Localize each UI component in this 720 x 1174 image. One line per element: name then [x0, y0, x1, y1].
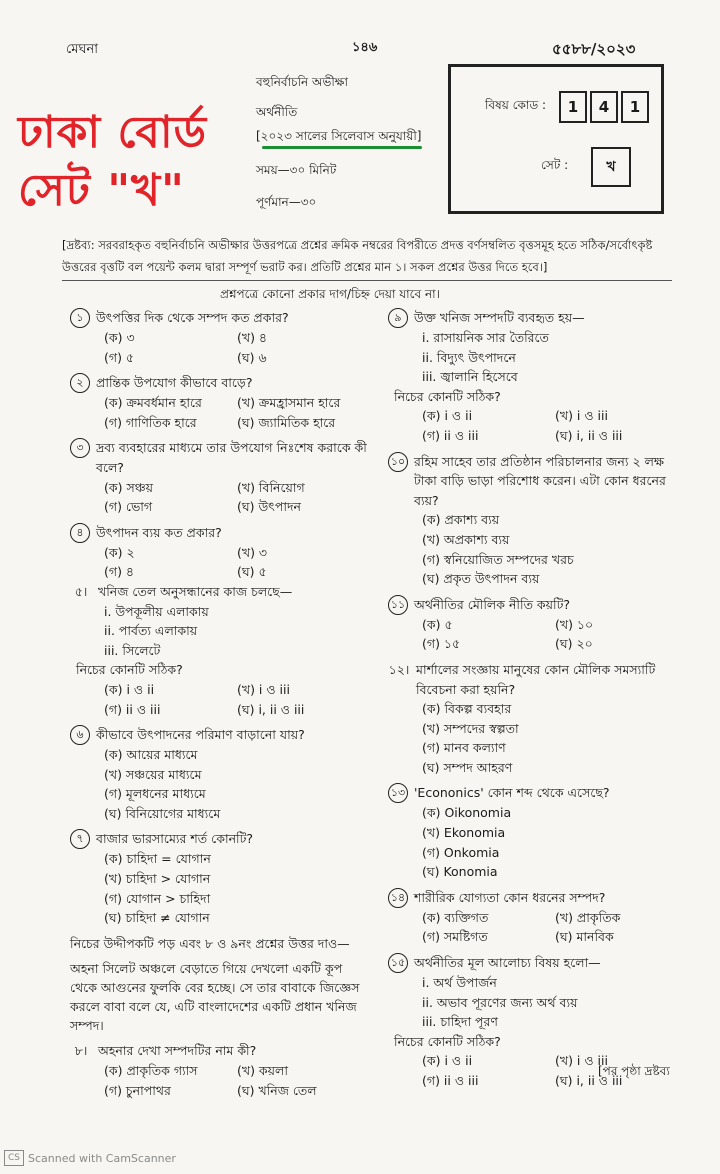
option: (ঘ) i, ii ও iii	[555, 427, 623, 443]
question-lead: নিচের কোনটি সঠিক?	[76, 662, 183, 678]
option: (খ) i ও iii	[555, 1053, 608, 1069]
question-8	[70, 1041, 370, 1061]
question-number: ১০	[388, 452, 408, 472]
question-number: ৯	[388, 308, 408, 328]
options	[70, 1061, 370, 1100]
option: (গ) ১৫	[422, 636, 461, 652]
option: (ঘ) চাহিদা ≠ যোগান	[104, 910, 210, 926]
exam-marks: পূর্ণমান—৩০	[256, 195, 317, 209]
question-14	[388, 888, 688, 908]
option: (ক) চাহিদা = যোগান	[104, 851, 211, 867]
subject-code-box	[448, 64, 664, 214]
option: (গ) সমষ্টিগত	[422, 929, 488, 945]
question-11	[388, 595, 688, 615]
code-digit: 1	[621, 91, 649, 123]
question-9	[388, 308, 688, 328]
options	[388, 406, 688, 445]
option: (ঘ) প্রকৃত উৎপাদন ব্যয়	[422, 571, 540, 587]
code-digit: 4	[590, 91, 618, 123]
option: (ঘ) সম্পদ আহরণ	[422, 759, 513, 775]
option: (গ) মানব কল্যাণ	[422, 740, 506, 756]
exam-notice-2: প্রশ্নপত্রে কোনো প্রকার দাগ/চিহ্ন দেয়া যাবে না।	[220, 287, 440, 301]
code-digit: 1	[559, 91, 587, 123]
question-number: ৩	[70, 438, 90, 458]
scanner-text: Scanned with CamScanner	[28, 1151, 176, 1165]
question-number: ১	[70, 308, 90, 328]
question-text: অহনার দেখা সম্পদটির নাম কী?	[98, 1043, 257, 1059]
question-4	[70, 523, 370, 543]
option: (গ) স্বনিয়োজিত সম্পদের খরচ	[422, 551, 574, 567]
question-10	[388, 452, 688, 511]
exam-syllabus: [২০২৩ সালের সিলেবাস অনুযায়ী]	[256, 129, 422, 143]
option: (খ) ক্রমহ্রাসমান হারে	[237, 395, 341, 411]
option: (ক) ৫	[422, 616, 453, 632]
statement: iii. সিলেটে	[104, 642, 161, 658]
option: (খ) সঞ্চয়ের মাধ্যমে	[104, 766, 202, 782]
option: (খ) বিনিয়োগ	[237, 479, 305, 495]
option: (ক) প্রকাশ্য ব্যয়	[422, 512, 500, 528]
option: (ক) আয়ের মাধ্যমে	[104, 747, 198, 763]
option: (খ) i ও iii	[237, 681, 290, 697]
option: (গ) মূলধনের মাধ্যমে	[104, 786, 206, 802]
options	[70, 328, 370, 367]
option: (গ) ভোগ	[104, 499, 153, 515]
option: (খ) ৪	[237, 330, 268, 345]
question-text: প্রান্তিক উপযোগ কীভাবে বাড়ে?	[96, 375, 253, 391]
question-lead: নিচের কোনটি সঠিক?	[394, 1033, 501, 1049]
question-number: ২	[70, 373, 90, 393]
question-15	[388, 953, 688, 973]
exam-subject: অর্থনীতি	[256, 105, 298, 119]
exam-notice: [দ্রষ্টব্য: সরবরাহকৃত বহুনির্বাচনি অভীক্ষার উত্তরপত্রে প্রশ্নের ক্রমিক নম্বরের বিপরীতে প্রদত্ত বর্ণসম্বলিত বৃত্তসমূহ হতে সঠিক/সর্বোৎকৃষ্ট উত্তরের বৃত্তটি বল পয়েন্ট কলম দ্বারা সম্পূর্ণ ভরাট কর। প্রতিটি প্রশ্নের মান ১। সকল প্রশ্নের উত্তর দিতে হবে।]	[62, 238, 653, 274]
option: (খ) ৩	[237, 544, 268, 560]
question-text: বাজার ভারসাম্যের শর্ত কোনটি?	[96, 831, 254, 847]
question-text: শারীরিক যোগ্যতা কোন ধরনের সম্পদ?	[414, 889, 606, 905]
option: (খ) চাহিদা > যোগান	[104, 871, 211, 887]
syllabus-underline	[262, 146, 422, 149]
option: (গ) চুনাপাথর	[104, 1082, 171, 1098]
option: (ক) ক্রমবর্ধমান হারে	[104, 395, 202, 411]
question-text: রহিম সাহেব তার প্রতিষ্ঠান পরিচালনার জন্য ২ লক্ষ টাকা বাড়ি ভাড়া পরিশোধ করেন। এটা কোন ধরনের ব্যয়?	[414, 453, 666, 508]
header-code: ৫৫৮৮/২০২৩	[552, 40, 636, 58]
option: (খ) অপ্রকাশ্য ব্যয়	[422, 531, 510, 547]
statement: iii. জ্বালানি হিসেবে	[422, 369, 518, 385]
option: (ঘ) বিনিয়োগের মাধ্যমে	[104, 805, 221, 821]
header-left: মেঘনা	[66, 42, 99, 57]
question-number: ১১	[388, 595, 408, 615]
question-1	[70, 308, 370, 328]
question-number: ৪	[70, 523, 90, 543]
divider	[62, 280, 672, 281]
statement: ii. পার্বত্য এলাকায়	[104, 623, 198, 639]
question-text: অর্থনীতির মৌলিক নীতি কয়টি?	[414, 596, 571, 612]
question-5	[70, 582, 370, 602]
statement: ii. বিদ্যুৎ উৎপাদনে	[422, 349, 516, 365]
option: (ক) বিকল্প ব্যবহার	[422, 701, 512, 717]
options	[70, 680, 370, 719]
option: (ঘ) মানবিক	[555, 929, 614, 945]
question-text: উৎপত্তির দিক থেকে সম্পদ কত প্রকার?	[96, 310, 289, 325]
question-number: ৫।	[74, 583, 88, 599]
question-number: ৭	[70, 829, 90, 849]
options	[388, 699, 688, 777]
options	[70, 745, 370, 823]
option: (ক) i ও ii	[104, 681, 155, 697]
option: (খ) ১০	[555, 616, 594, 632]
question-13	[388, 783, 688, 803]
question-number: ৮।	[74, 1043, 88, 1059]
option: (ঘ) i, ii ও iii	[237, 701, 305, 717]
option: (ঘ) ২০	[555, 636, 593, 652]
header-page-number: ১৪৬	[352, 40, 378, 55]
question-7	[70, 829, 370, 849]
right-column	[388, 308, 688, 1091]
option: (খ) প্রাকৃতিক	[555, 909, 621, 925]
exam-time: সময়—৩০ মিনিট	[256, 163, 337, 177]
option: (গ) ii ও iii	[422, 427, 479, 443]
options	[70, 393, 370, 432]
option: (ঘ) উৎপাদন	[237, 499, 302, 515]
statement: i. অর্থ উপার্জন	[422, 975, 497, 991]
question-number: ১২।	[388, 661, 410, 677]
question-text: কীভাবে উৎপাদনের পরিমাণ বাড়ানো যায়?	[96, 727, 305, 743]
board-stamp-line1: ঢাকা বোর্ড	[18, 107, 207, 158]
board-stamp-line2: সেট "খ"	[18, 165, 185, 216]
option: (গ) ii ও iii	[422, 1073, 479, 1088]
question-lead: নিচের কোনটি সঠিক?	[394, 388, 501, 404]
option: (গ) ii ও iii	[104, 701, 161, 717]
question-text: দ্রব্য ব্যবহারের মাধ্যমে তার উপযোগ নিঃশেষ করাকে কী বলে?	[96, 440, 367, 475]
option: (গ) Onkomia	[422, 844, 500, 860]
option: (খ) সম্পদের স্বল্পতা	[422, 720, 519, 736]
question-text: অর্থনীতির মূল আলোচ্য বিষয় হলো—	[414, 955, 601, 971]
options	[388, 615, 688, 654]
question-number: ১৩	[388, 783, 408, 803]
option: (ক) Oikonomia	[422, 805, 512, 821]
stimulus-lead: নিচের উদ্দীপকটি পড় এবং ৮ ও ৯নং প্রশ্নের উত্তর দাও—	[70, 935, 350, 951]
option: (গ) গাণিতিক হারে	[104, 414, 197, 430]
question-6	[70, 725, 370, 745]
option: (ক) ২	[104, 544, 135, 560]
question-2	[70, 373, 370, 393]
next-page-note: [পর পৃষ্ঠা দ্রষ্টব্য	[598, 1064, 670, 1078]
option: (গ) ৪	[104, 564, 135, 580]
statement: iii. চাহিদা পূরণ	[422, 1014, 498, 1030]
option: (ঘ) i, ii ও iii	[555, 1073, 623, 1088]
set-value: খ	[591, 147, 631, 187]
stimulus-passage: অহনা সিলেট অঞ্চলে বেড়াতে গিয়ে দেখলো একটি কূপ থেকে আগুনের ফুলকি বের হচ্ছে। সে তার বাবাকে জিজ্ঞেস করলে বাবা বলে যে, এটি বাংলাদেশের একটি প্রধান খনিজ সম্পদ।	[70, 961, 360, 1034]
subject-code-label: বিষয় কোড :	[485, 98, 547, 112]
option: (খ) Ekonomia	[422, 825, 506, 841]
statement: i. উপকূলীয় এলাকায়	[104, 603, 209, 619]
question-3	[70, 438, 370, 477]
question-number: ১৫	[388, 953, 408, 973]
left-column	[70, 308, 370, 1100]
options	[70, 543, 370, 582]
option: (ক) ব্যক্তিগত	[422, 909, 489, 925]
set-label: সেট :	[541, 158, 569, 172]
question-text: খনিজ তেল অনুসন্ধানের কাজ চলছে—	[98, 583, 293, 599]
exam-type: বহুনির্বাচনি অভীক্ষা	[256, 75, 348, 89]
subject-code-cells	[559, 91, 652, 123]
option: (ঘ) খনিজ তেল	[237, 1082, 317, 1098]
statement: i. রাসায়নিক সার তৈরিতে	[422, 330, 549, 345]
question-number: ৬	[70, 725, 90, 745]
option: (ঘ) ৫	[237, 564, 267, 580]
option: (ঘ) Konomia	[422, 864, 498, 880]
question-text: উক্ত খনিজ সম্পদটি ব্যবহৃত হয়—	[414, 310, 585, 325]
options	[70, 478, 370, 517]
options	[388, 803, 688, 881]
option: (ক) i ও ii	[422, 1053, 473, 1069]
option: (গ) যোগান > চাহিদা	[104, 890, 211, 906]
options	[388, 908, 688, 947]
options	[388, 510, 688, 588]
option: (ঘ) ৬	[237, 349, 267, 365]
question-number: ১৪	[388, 888, 408, 908]
option: (ক) প্রাকৃতিক গ্যাস	[104, 1063, 198, 1079]
option: (খ) কয়লা	[237, 1063, 288, 1079]
option: (ক) সঞ্চয়	[104, 479, 154, 495]
option: (ক) ৩	[104, 330, 135, 345]
statement: ii. অভাব পূরণের জন্য অর্থ ব্যয়	[422, 994, 578, 1010]
scanner-watermark	[4, 1150, 176, 1166]
camscanner-icon: CS	[4, 1150, 24, 1166]
option: (ক) i ও ii	[422, 408, 473, 424]
board-stamp	[18, 104, 207, 220]
question-text: উৎপাদন ব্যয় কত প্রকার?	[96, 524, 222, 540]
question-text: মার্শালের সংজ্ঞায় মানুষের কোন মৌলিক সমস্যাটি বিবেচনা করা হয়নি?	[416, 661, 656, 697]
option: (খ) i ও iii	[555, 408, 608, 424]
option: (গ) ৫	[104, 349, 135, 365]
question-text: 'Econonics' কোন শব্দ থেকে এসেছে?	[414, 785, 610, 801]
option: (ঘ) জ্যামিতিক হারে	[237, 414, 336, 430]
options	[70, 849, 370, 927]
question-12	[388, 660, 688, 699]
